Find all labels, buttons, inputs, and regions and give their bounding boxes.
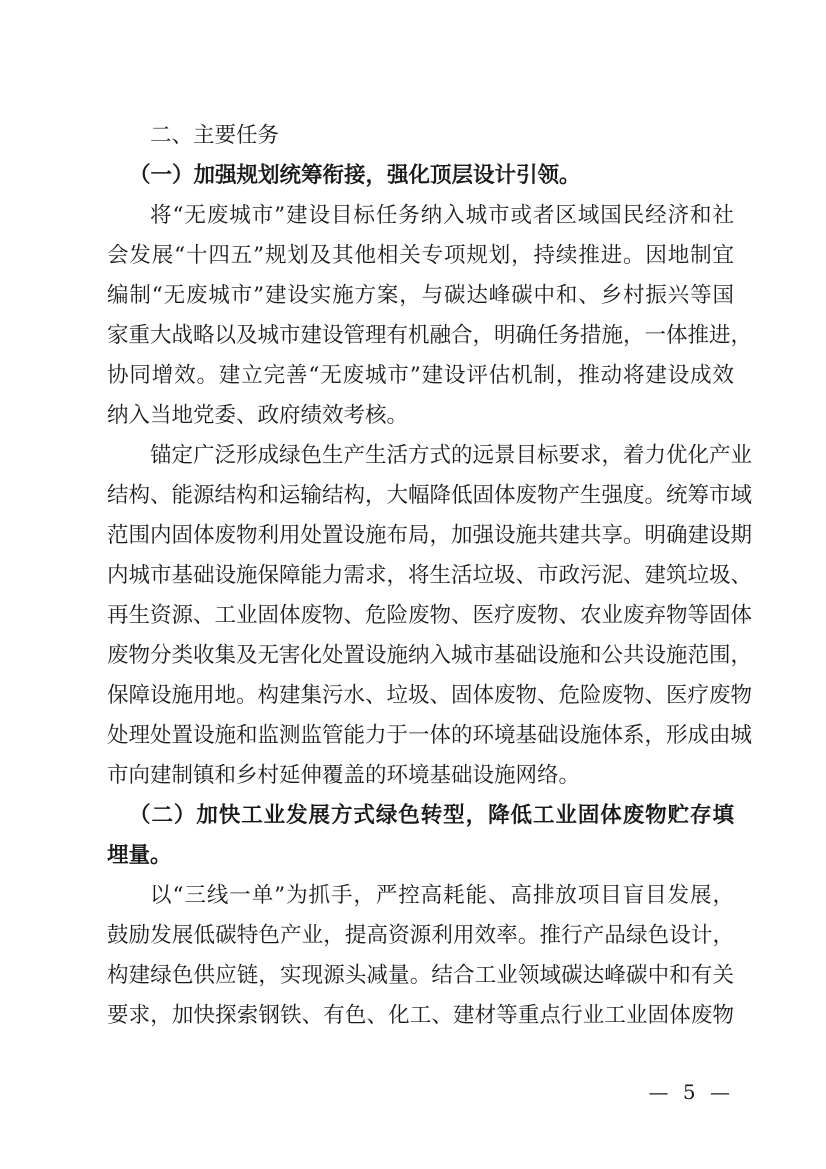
text-line: 以“三线一单”为抓手，严控高耗能、高排放项目盲目发展，: [150, 883, 734, 908]
text-line: 要求，加快探索钢铁、有色、化工、建材等重点行业工业固体废物: [107, 1003, 734, 1028]
subheading-line: （二）加快工业发展方式绿色转型，降低工业固体废物贮存填: [129, 803, 734, 828]
text-line: 会发展“十四五”规划及其他相关专项规划，持续推进。因地制宜: [107, 243, 734, 268]
text-line: 废物分类收集及无害化处置设施纳入城市基础设施和公共设施范围，: [107, 643, 753, 668]
text-line: 锚定广泛形成绿色生产生活方式的远景目标要求，着力优化产业: [150, 443, 753, 468]
text-line: 内城市基础设施保障能力需求，将生活垃圾、市政污泥、建筑垃圾、: [107, 563, 753, 588]
text-line: 保障设施用地。构建集污水、垃圾、固体废物、危险废物、医疗废物: [107, 683, 753, 708]
subheading-1: （一）加强规划统筹衔接，强化顶层设计引领。: [129, 163, 581, 188]
text-line: 协同增效。建立完善“无废城市”建设评估机制，推动将建设成效: [107, 363, 734, 388]
text-line: 再生资源、工业固体废物、危险废物、医疗废物、农业废弃物等固体: [107, 603, 753, 628]
text-line: 处理处置设施和监测监管能力于一体的环境基础设施体系，形成由城: [107, 723, 753, 748]
text-line: 家重大战略以及城市建设管理有机融合，明确任务措施，一体推进，: [107, 323, 753, 348]
paragraph-2: [107, 436, 753, 796]
text-line: 将“无废城市”建设目标任务纳入城市或者区域国民经济和社: [150, 203, 734, 228]
text-line: 范围内固体废物利用处置设施布局，加强设施共建共享。明确建设期: [107, 523, 753, 548]
text-line: 结构、能源结构和运输结构，大幅降低固体废物产生强度。统筹市域: [107, 483, 753, 508]
subheading-2: [107, 796, 734, 876]
text-line: 纳入当地党委、政府绩效考核。: [107, 403, 409, 428]
text-line: 市向建制镇和乡村延伸覆盖的环境基础设施网络。: [107, 763, 581, 788]
document-page: [107, 116, 753, 1036]
text-line: 鼓励发展低碳特色产业，提高资源利用效率。推行产品绿色设计，: [107, 923, 734, 948]
section-title: 二、主要任务: [150, 123, 280, 148]
paragraph-3: [107, 876, 734, 1036]
text-line: 编制“无废城市”建设实施方案，与碳达峰碳中和、乡村振兴等国: [107, 283, 734, 308]
text-line: 构建绿色供应链，实现源头减量。结合工业领域碳达峰碳中和有关: [107, 963, 734, 988]
page-number: — 5 —: [648, 1080, 734, 1104]
subheading-line: 埋量。: [107, 843, 172, 868]
paragraph-1: [107, 196, 753, 436]
